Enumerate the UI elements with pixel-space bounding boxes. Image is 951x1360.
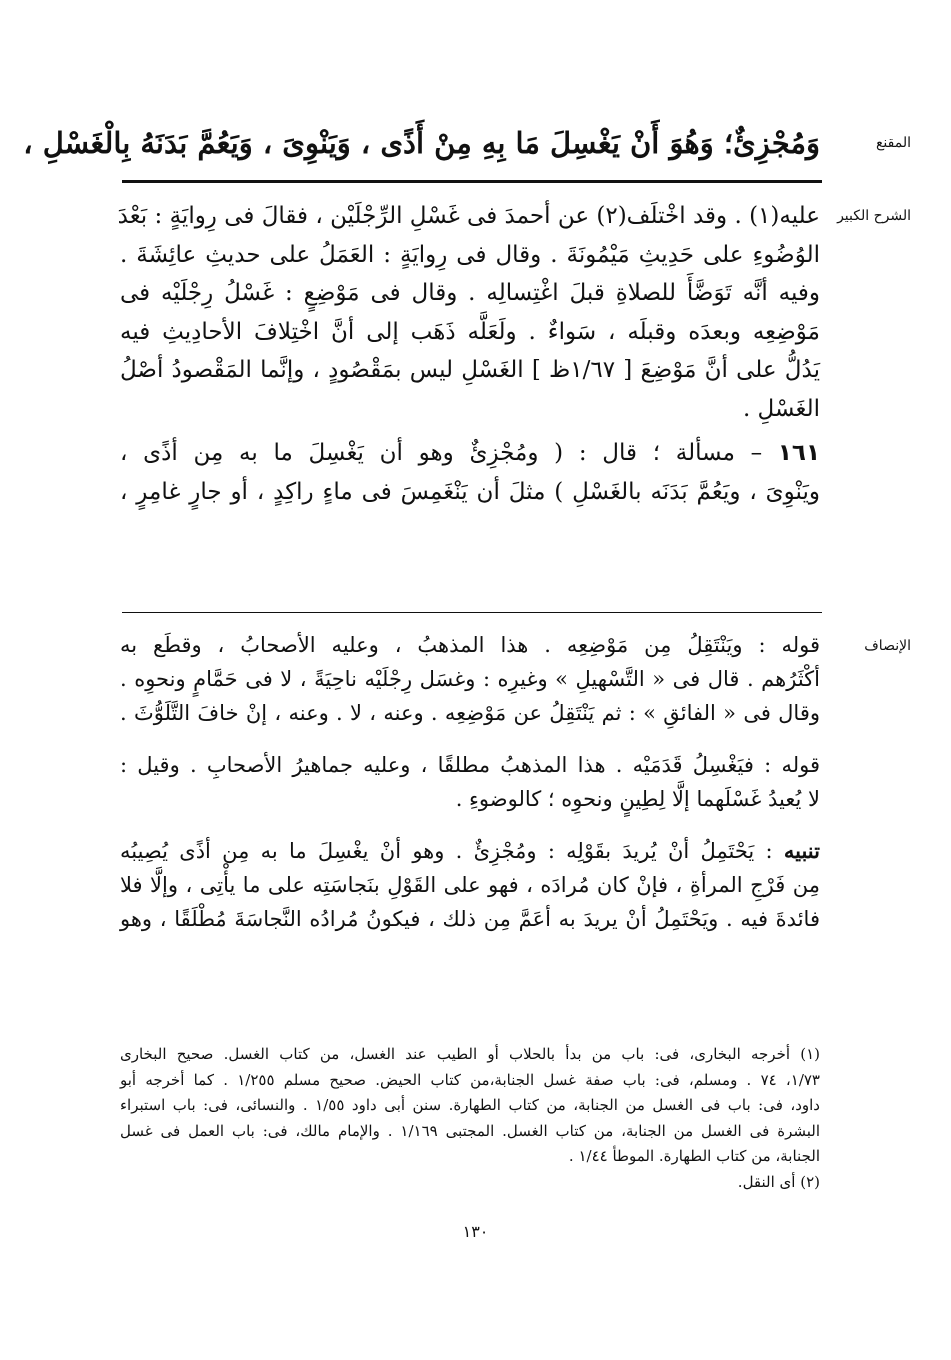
insaf-line: فائدةَ فيه . ويَحْتَمِلُ أنْ يريدَ به أعَمَّ مِن ذلك ، فيكونُ مُرادُه النَّجاسَةَ مُطْلَقًا ، وهو	[120, 907, 820, 931]
sharh-line: وفيه أنَّه تَوَضَّأَ للصلاةِ قبلَ اغْتِسالِه . وقال فى مَوْضِعٍ : غَسْلُ رِجْلَيْه فى	[120, 280, 820, 306]
sharh-line: الغَسْلِ .	[742, 395, 820, 422]
insaf-line: قوله : ويَنْتَقِلُ مِن مَوْضِعِه . هذا المذهبُ ، وعليه الأصحابُ ، وقطَع به	[120, 633, 820, 657]
insaf-line: قوله : فيَغْسِلُ قَدَمَيْه . هذا المذهبُ مطلقًا ، وعليه جماهيرُ الأصحابِ . وقيل :	[120, 753, 820, 777]
masala-number: ١٦١	[777, 440, 821, 466]
tanbih-line	[120, 834, 820, 868]
label-insaf: الإنصاف	[864, 638, 911, 654]
insaf-line: لا يُعيدُ غَسْلَهما إلَّا لِطِينٍ ونحوِه ؛ كالوضوءِ .	[455, 787, 820, 811]
insaf-line: مِن فَرْجِ المرأةِ ، فإنْ كان مُرادَه ، فهو على القَوْلِ بنَجاسَتِه على ما يأْتِى ، وإلَّا فلا	[120, 873, 820, 897]
label-sharh: الشرح الكبير	[837, 208, 911, 224]
insaf-section	[120, 628, 820, 936]
footnotes	[120, 1042, 820, 1195]
insaf-line: وقال فى « الفائقِ » : ثم يَنْتَقِلُ عن مَوْضِعِه . وعنه ، لا . وعنه ، إنْ خافَ التَّلَوُّثَ .	[120, 701, 820, 725]
header-rule	[122, 180, 822, 183]
footnote-line: ١/٧٣، ٧٤ . ومسلم، فى: باب صفة غسل الجنابة،من كتاب الحيض. صحيح مسلم ١/٢٥٥ . كما أخرجه أبو	[120, 1070, 820, 1089]
footnote-line: (٢) أى النقل.	[737, 1172, 820, 1191]
masala-line	[120, 434, 820, 473]
footnote-line: البشرة فى الغسل من الجنابة، من كتاب الغسل. المجتبى ١/١٦٩ . والإمام مالك، فى: باب العمل فى غسل	[120, 1121, 820, 1140]
footnote-line: داود، فى: باب فى الغسل من الجنابة، من كتاب الطهارة. سنن أبى داود ١/٥٥ . والنسائى، فى: باب استبراء	[120, 1096, 820, 1114]
muqni-text: وَمُجْزِئٌ؛ وَهُوَ أَنْ يَغْسِلَ مَا بِهِ مِنْ أَذًى ، وَيَنْوِىَ ، وَيَعُمَّ بَدَنَهُ بِالْغَسْلِ ،	[23, 126, 820, 160]
label-muqni: المقنع	[875, 135, 911, 151]
section-rule	[122, 612, 822, 613]
tanbih-label: تنبيه	[783, 838, 820, 863]
page-number: ١٣٠	[462, 1222, 489, 1241]
sharh-line: عليه(١) . وقد اخْتلَف(٢) عن أحمدَ فى غَسْلِ الرِّجْلَيْن ، فقالَ فى رِوايَةٍ : بَعْدَ	[117, 203, 820, 229]
masala-text: – مسألة ؛ قال : ( ومُجْزِئٌ وهو أن يَغْسِلَ ما به مِن أذًى ،	[120, 440, 763, 466]
sharh-line: ويَنْوِىَ ، ويَعُمَّ بَدَنَه بالغَسْلِ ) مثلَ أن يَنْغَمِسَ فى ماءٍ راكِدٍ ، أو جارٍ غامِرٍ ،	[120, 478, 820, 505]
footnote-line: (١) أخرجه البخارى، فى: باب من بدأ بالحلاب أو الطيب عند الغسل، من كتاب الغسل. صحيح البخارى	[120, 1045, 820, 1063]
insaf-line: أكْثَرُهم . قال فى « التَّسْهيلِ » وغيرِه : وغسَل رِجْلَيْه ناحِيَةً ، لا فى حَمَّامٍ ونحوِه .	[120, 667, 820, 691]
sharh-line: مَوْضِعِه وبعدَه وقبلَه ، سَواءٌ . ولَعَلَّه ذَهَب إلى أنَّ اخْتِلافَ الأحادِيثِ فيه	[120, 318, 820, 345]
footnote-line: الجنابة، من كتاب الطهارة. الموطأ ١/٤٤ .	[568, 1147, 820, 1165]
tanbih-text: : يَحْتَمِلُ أنْ يُريدَ بقَوْلِه : ومُجْزِئٌ . وهو أنْ يغْسِلَ ما به مِن أذًى يُصِيبُه	[120, 839, 773, 863]
sharh-section	[117, 197, 821, 511]
muqni-text-block	[23, 117, 820, 169]
sharh-line: الوُضُوءِ على حَدِيثِ مَيْمُونَةَ . وقال فى رِوايَةٍ : العَمَلُ على حديثِ عائِشَةَ .	[120, 241, 820, 268]
sharh-line: يَدُلُّ على أنَّ مَوْضِعَ [ ١/٦٧ظ ] الغَسْلِ ليس بمَقْصُودٍ ، وإنَّما المَقْصودُ أصْلُ	[120, 357, 820, 383]
